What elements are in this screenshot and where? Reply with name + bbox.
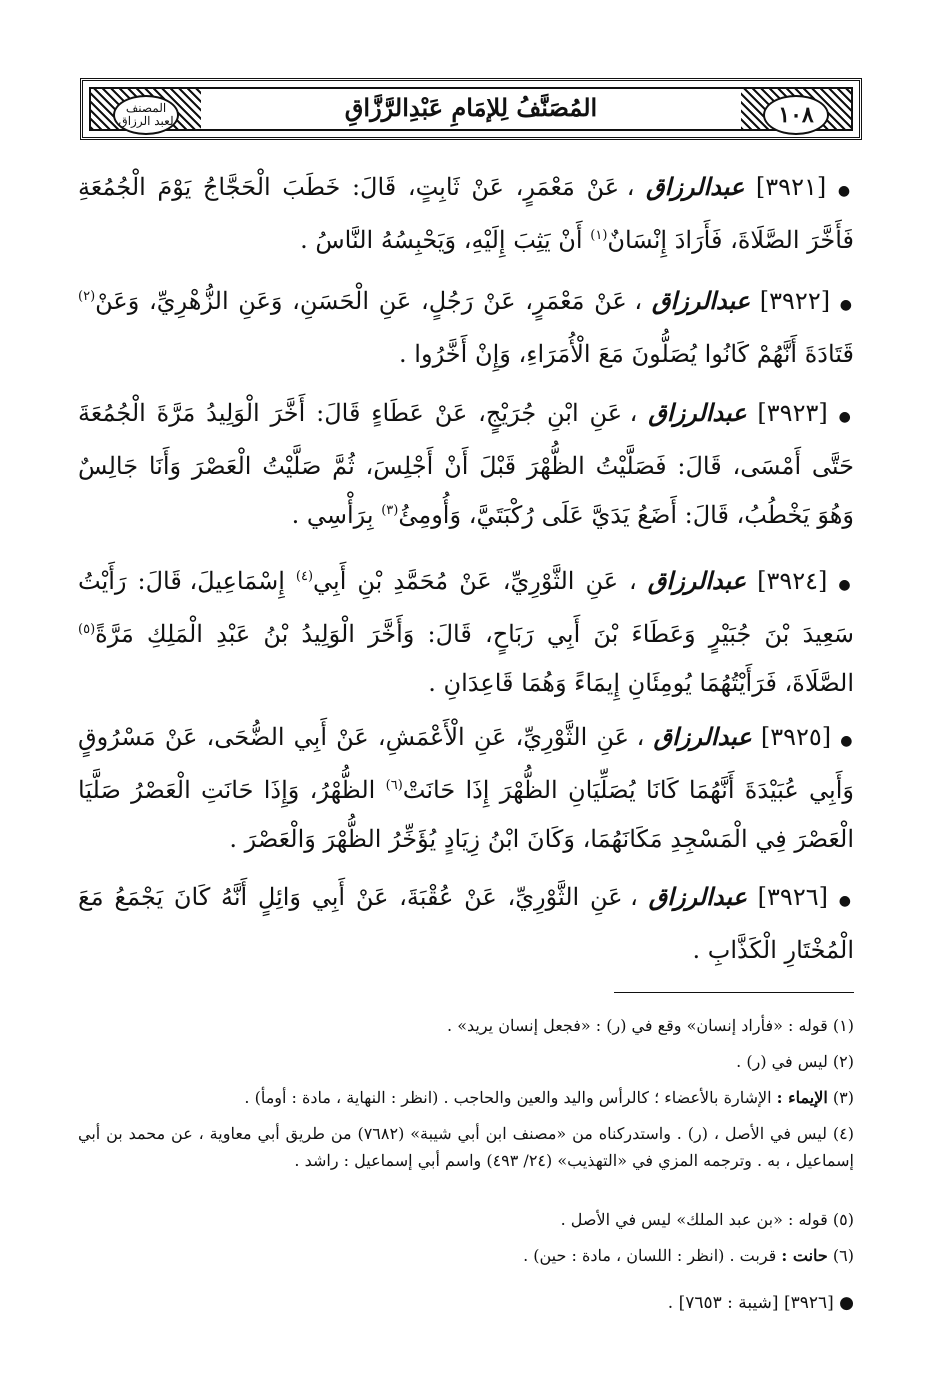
hadith-number: [٣٩٢٣] — [757, 399, 828, 427]
author-name: عبدالرزاق — [653, 722, 752, 751]
footnote-ref: (٤) — [295, 569, 314, 584]
hadith-text: ، عَنِ الثَّوْرِيِّ، عَنِ الْأَعْمَشِ، عَنْ أَبِي الضُّحَى، عَنْ مَسْرُوقٍ وَأَبِي عُبَيْدَةَ أَنَّهُمَا كَانَا يُصَلِّيَانِ الظُّهْرَ إِذَا حَانَتْ — [78, 723, 854, 804]
footnote — [78, 1084, 854, 1111]
seal-line-2: لعبد الرزاق — [118, 114, 174, 128]
author-name: عبدالرزاق — [646, 172, 745, 201]
author-name: عبدالرزاق — [647, 566, 747, 595]
page-number: ١٠٨ — [763, 95, 829, 135]
book-seal — [113, 95, 179, 135]
footnote-mark: (٤) — [832, 1124, 854, 1143]
footnote-separator — [614, 992, 854, 993]
hadith-entry — [78, 556, 854, 708]
hadith-text: بِرَأْسِي . — [291, 501, 374, 529]
hadith-number: [٣٩٢٤] — [757, 567, 828, 595]
bullet: ● — [837, 183, 854, 199]
footnote-term: الإيماء : — [776, 1088, 828, 1107]
seal-line-1: المصنف — [125, 101, 167, 115]
footnote-mark: (٢) — [832, 1052, 854, 1071]
hadith-text: ، عَنْ مَعْمَرٍ، عَنْ رَجُلٍ، عَنِ الْحَسَنِ، وَعَنِ الزُّهْرِيِّ، وَعَنْ — [95, 287, 643, 315]
footnote-text: قوله : «فأراد إنسان» وقع في (ر) : «فجعل إنسان يريد» . — [447, 1016, 828, 1035]
footnote — [78, 1120, 854, 1174]
hadith-entry — [78, 872, 854, 975]
hadith-text: قَتَادَةَ أَنَّهُمْ كَانُوا يُصَلُّونَ مَعَ الْأُمَرَاءِ، وَإِنْ أَخَّرُوا . — [399, 340, 854, 368]
footnote-ref: (١) — [590, 228, 608, 243]
hadith-text: الصَّلَاةَ، فَرَأَيْتُهُمَا يُومِئَانِ إِيمَاءً وَهُمَا قَاعِدَانِ . — [428, 669, 854, 697]
bullet: ● — [838, 893, 855, 909]
hadith-text: ، عَنِ الثَّوْرِيِّ، عَنْ مُحَمَّدِ بْنِ أَبِي — [313, 567, 637, 595]
footnote — [78, 1048, 854, 1075]
hadith-entry — [78, 388, 854, 540]
hadith-entry — [78, 712, 854, 864]
footnote-text: ليس في (ر) . — [736, 1052, 828, 1071]
footnote-mark: (٥) — [832, 1210, 854, 1229]
hadith-number: [٣٩٢١] — [755, 173, 827, 201]
author-name: عبدالرزاق — [651, 286, 751, 315]
hadith-number: [٣٩٢٦] — [757, 883, 828, 911]
footnote-ref: (٥) — [78, 622, 96, 637]
author-name: عبدالرزاق — [648, 882, 747, 911]
bullet: ● — [838, 409, 855, 425]
footnote-mark: (١) — [832, 1016, 854, 1035]
footnote-text: قربت . (انظر : اللسان ، مادة : حين) . — [523, 1246, 777, 1265]
header-frame — [89, 87, 853, 131]
footnote-ref: (٦) — [385, 778, 403, 793]
footnote-mark: (٦) — [832, 1246, 854, 1265]
hadith-entry — [78, 276, 854, 379]
author-name: عبدالرزاق — [648, 398, 747, 427]
hadith-text: ، عَنِ ابْنِ جُرَيْجٍ، عَنْ عَطَاءٍ قَالَ: أَخَّرَ الْوَلِيدُ مَرَّةَ الْجُمُعَةَ حَتَّى أَمْسَى، قَالَ: فَصَلَّيْتُ الظُّهْرَ قَبْلَ أَنْ أَجْلِسَ، ثُمَّ صَلَّيْتُ الْعَصْرَ وَأَنَا جَالِسٌ وَهُوَ يَخْطُبُ، قَالَ: أَضَعُ يَدَيَّ عَلَى رُكْبَتَيَّ، وَأُومِئُ — [78, 399, 854, 529]
footnote-ref: (٣) — [381, 503, 399, 518]
footnote-ref: (٢) — [78, 289, 96, 304]
page-header — [80, 78, 862, 140]
bullet: ● — [838, 577, 854, 593]
hadith-text: ، عَنِ الثَّوْرِيِّ، عَنْ عُقْبَةَ، عَنْ أَبِي وَائِلٍ أَنَّهُ كَانَ يَجْمَعُ مَعَ الْمُخْتَارِ الْكَذَّابِ . — [78, 883, 854, 964]
source-reference: ● [٣٩٢٦] [شيبة : ٧٦٥٣] . — [667, 1293, 854, 1313]
footnote-term: حانت : — [781, 1246, 828, 1265]
book-title: المُصَنَّفُ لِلإمَامِ عَبْدِالرَّزَّاقِ — [344, 93, 598, 122]
footnote-mark: (٣) — [832, 1088, 854, 1107]
hadith-text: الظُّهْرُ، وَإِذَا حَانَتِ الْعَصْرُ صَلَّيَا الْعَصْرَ فِي الْمَسْجِدِ مَكَانَهُمَا، وَكَانَ ابْنُ زِيَادٍ يُؤَخِّرُ الظُّهْرَ وَالْعَصْرَ . — [78, 776, 854, 853]
footnote — [78, 1242, 854, 1269]
footnote-text: الإشارة بالأعضاء ؛ كالرأس واليد والعين والحاجب . (انظر : النهاية ، مادة : أومأ) . — [244, 1088, 772, 1107]
footnote-text: قوله : «بن عبد الملك» ليس في الأصل . — [560, 1210, 828, 1229]
hadith-text: ، عَنْ مَعْمَرٍ، عَنْ ثَابِتٍ، قَالَ: خَطَبَ الْحَجَّاجُ يَوْمَ الْجُمُعَةِ فَأَخَّرَ الصَّلَاةَ، فَأَرَادَ إِنْسَانٌ — [78, 173, 854, 254]
hadith-text: أَنْ يَثِبَ إِلَيْهِ، وَيَحْبِسُهُ النَّاسُ . — [300, 226, 583, 254]
hadith-number: [٣٩٢٥] — [760, 723, 832, 751]
bullet: ● — [840, 733, 854, 749]
footnote — [78, 1012, 854, 1039]
footnote-text: ليس في الأصل ، (ر) . واستدركناه من «مصنف ابن أبي شيبة» (٧٦٨٢) من طريق أبي معاوية ، عن محمد بن أبي إسماعيل ، به . وترجمه المزي في «التهذيب» (٢٤/ ٤٩٣) واسم أبي إسماعيل : راشد . — [78, 1124, 854, 1170]
hadith-text: إِسْمَاعِيلَ، قَالَ: رَأَيْتُ سَعِيدَ بْنَ جُبَيْرٍ وَعَطَاءَ بْنَ أَبِي رَبَاحٍ، قَالَ: وَأَخَّرَ الْوَلِيدُ بْنُ عَبْدِ الْمَلِكِ مَرَّةً — [78, 567, 854, 648]
hadith-entry — [78, 162, 854, 265]
bullet: ● — [839, 297, 854, 313]
footnote — [78, 1206, 854, 1233]
hadith-number: [٣٩٢٢] — [759, 287, 831, 315]
